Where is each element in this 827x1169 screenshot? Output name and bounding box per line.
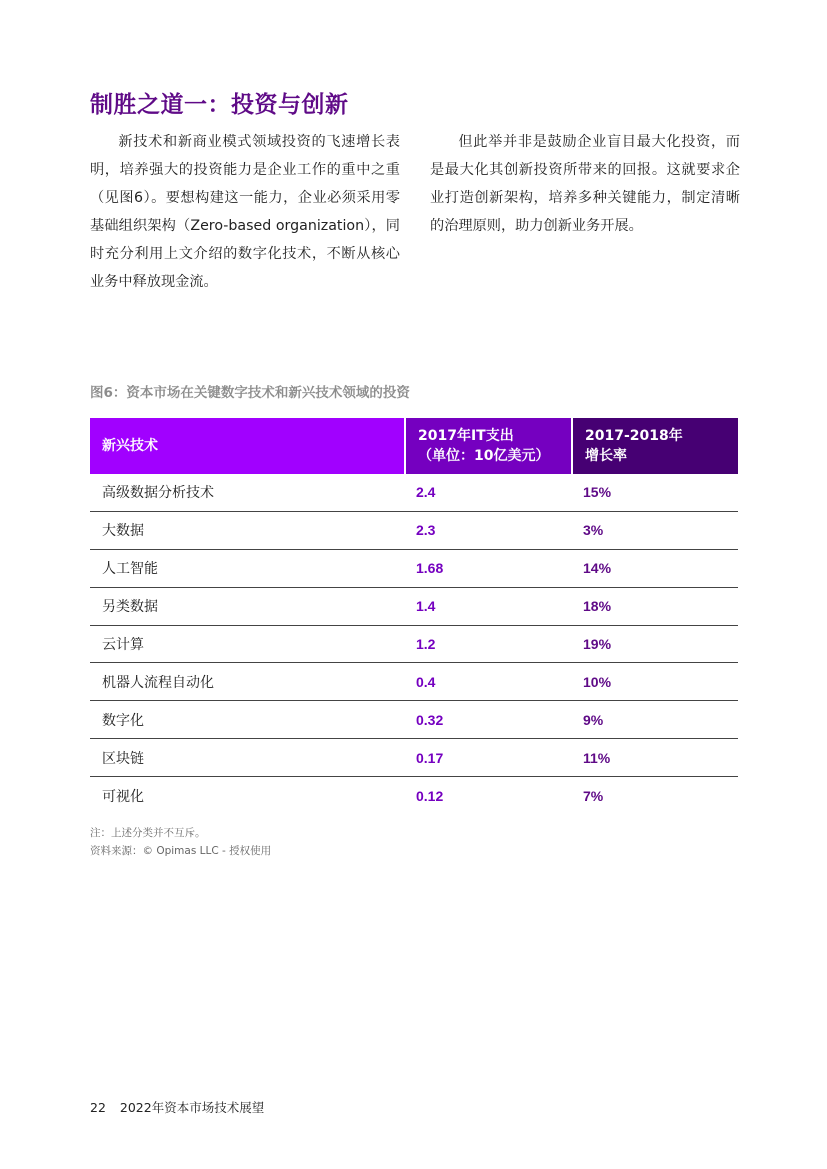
it-spend-cell: 2.3 <box>404 512 571 550</box>
table-row <box>90 739 738 777</box>
table-notes <box>90 824 271 860</box>
figure-caption: 图6：资本市场在关键数字技术和新兴技术领域的投资 <box>90 385 410 401</box>
technology-cell: 人工智能 <box>90 550 404 588</box>
growth-rate-cell: 9% <box>571 701 738 739</box>
it-spend-cell: 1.2 <box>404 626 571 664</box>
it-spend-cell: 0.17 <box>404 739 571 777</box>
source-text: 资料来源：© Opimas LLC - 授权使用 <box>90 845 272 857</box>
growth-rate-cell: 3% <box>571 512 738 550</box>
it-spend-cell: 0.12 <box>416 788 444 805</box>
technology-cell: 云计算 <box>90 626 404 664</box>
growth-rate-cell: 15% <box>571 474 738 512</box>
growth-rate-cell: 7% <box>583 788 604 805</box>
header-it-spend <box>404 418 571 474</box>
growth-rate-cell: 10% <box>571 663 738 701</box>
it-spend-cell: 0.32 <box>404 701 571 739</box>
header-growth-rate-line2: 增长率 <box>585 448 627 464</box>
technology-cell: 机器人流程自动化 <box>90 663 404 701</box>
technology-cell: 数字化 <box>90 701 404 739</box>
table-body <box>90 474 738 815</box>
body-text-left-column <box>90 128 400 296</box>
header-growth-rate <box>571 418 738 474</box>
growth-rate-cell: 18% <box>571 588 738 626</box>
page-footer <box>90 1098 264 1116</box>
section-heading: 制胜之道一：投资与创新 <box>90 92 349 118</box>
technology-cell: 高级数据分析技术 <box>90 474 404 512</box>
header-it-spend-line1: 2017年IT支出 <box>418 428 514 444</box>
table-row <box>90 663 738 701</box>
body-text-right-column <box>430 128 740 240</box>
header-technology: 新兴技术 <box>90 418 404 474</box>
page-number: 22 <box>90 1100 106 1115</box>
it-spend-cell: 2.4 <box>404 474 571 512</box>
body-paragraph-right: 但此举并非是鼓励企业盲目最大化投资，而是最大化其创新投资所带来的回报。这就要求企业打造创新架构，培养多种关键能力，制定清晰的治理原则，助力创新业务开展。 <box>430 134 740 234</box>
it-spend-cell: 1.68 <box>404 550 571 588</box>
table-row <box>90 777 738 815</box>
table-row <box>90 550 738 588</box>
technology-cell: 可视化 <box>102 789 144 806</box>
header-it-spend-line2: （单位：10亿美元） <box>418 448 550 464</box>
technology-cell: 区块链 <box>90 739 404 777</box>
report-title: 2022年资本市场技术展望 <box>119 1100 265 1115</box>
table-header-row <box>90 418 738 474</box>
technology-cell: 大数据 <box>90 512 404 550</box>
table-row <box>90 474 738 512</box>
growth-rate-cell: 11% <box>571 739 738 777</box>
growth-rate-cell: 14% <box>571 550 738 588</box>
it-spend-cell: 0.4 <box>404 663 571 701</box>
note-text: 注：上述分类并不互斥。 <box>90 827 206 839</box>
body-paragraph-left: 新技术和新商业模式领域投资的飞速增长表明，培养强大的投资能力是企业工作的重中之重（见图6）。要想构建这一能力，企业必须采用零基础组织架构（Zero-based organization），同时充分利用上文介绍的数字化技术，不断从核心业务中释放现金流。 <box>90 134 400 290</box>
technology-cell: 另类数据 <box>90 588 404 626</box>
it-spend-cell: 1.4 <box>404 588 571 626</box>
growth-rate-cell: 19% <box>571 626 738 664</box>
table-row <box>90 701 738 739</box>
table-row <box>90 512 738 550</box>
header-growth-rate-line1: 2017-2018年 <box>585 428 683 444</box>
investment-table <box>90 418 738 815</box>
table-row <box>90 626 738 664</box>
table-row <box>90 588 738 626</box>
